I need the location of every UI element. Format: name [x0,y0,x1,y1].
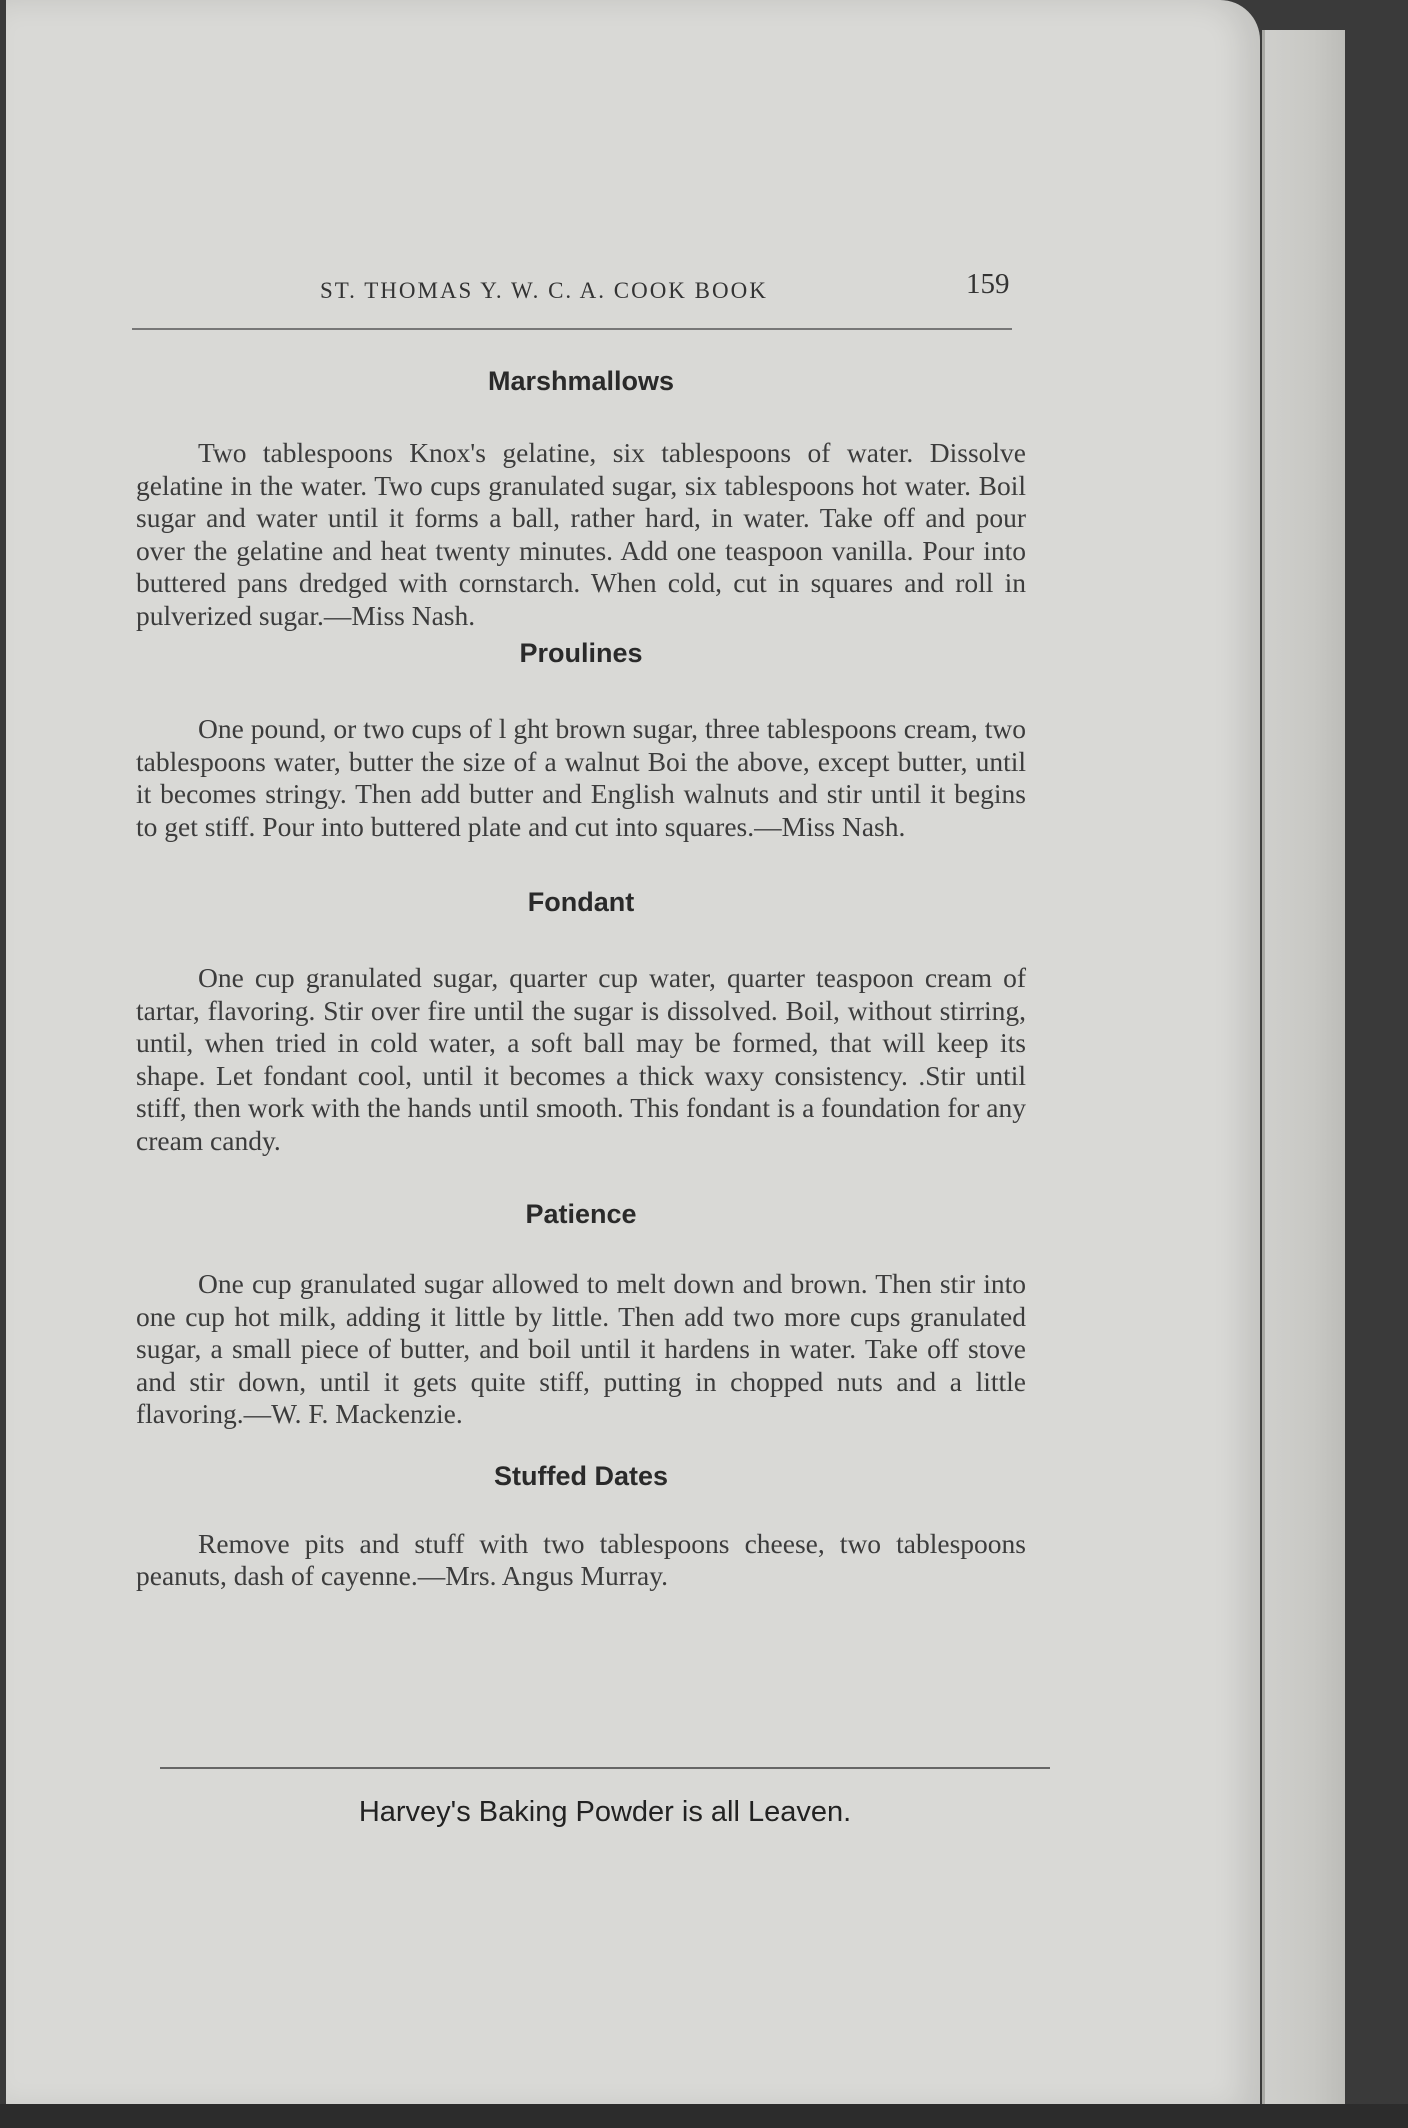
recipe-proulines [136,638,1026,843]
running-title: ST. THOMAS Y. W. C. A. COOK BOOK [320,278,768,303]
recipe-marshmallows [136,366,1026,632]
recipe-patience [136,1199,1026,1431]
recipe-title: Patience [525,1199,637,1229]
recipe-title: Marshmallows [487,366,675,396]
footer-advertisement: Harvey's Baking Powder is all Leaven. [358,1796,852,1828]
footer-rule [160,1767,1050,1769]
recipe-title: Fondant [527,887,635,917]
recipe-text: One cup granulated sugar, quarter cup water, quarter teaspoon cream of tartar, flavoring. Stir over fire until the sugar is dissolved. Boil, without stirring, until, when tried in cold water, a soft ball may be formed, that will keep its shape. Let fondant cool, until it becomes a thick waxy consistency. .Stir until stiff, then work with the hands until smooth. This fondant is a foundation for any cream candy. [136,962,1026,1156]
recipe-text: Remove pits and stuff with two tablespoons cheese, two tablespoons peanuts, dash of cayenne.—Mrs. Angus Murray. [136,1527,1026,1591]
header-rule [132,328,1012,330]
recipe-stuffed-dates [136,1461,1026,1593]
recipe-title: Stuffed Dates [493,1460,669,1491]
page-number: 159 [966,268,1010,300]
recipe-fondant [136,887,1026,1157]
recipe-title: Proulines [519,638,643,668]
recipe-text: Two tablespoons Knox's gelatine, six tablespoons of water. Dissolve gelatine in the water. Two cups granulated sugar, six tablespoons hot water. Boil sugar and water until it forms a ball, rather hard, in water. Take off and pour over the gelatine and heat twenty minutes. Add one teaspoon vanilla. Pour into buttered pans dredged with cornstarch. When cold, cut in squares and roll in pulverized sugar.—Miss Nash. [136,437,1026,631]
recipe-list [136,366,1026,1593]
recipe-text: One pound, or two cups of l ght brown sugar, three tablespoons cream, two tablespoons water, butter the size of a walnut Boi the above, except butter, until it becomes stringy. Then add butter and English walnuts and stir until it begins to get stiff. Pour into buttered plate and cut into squares.—Miss Nash. [136,713,1026,842]
recipe-text: One cup granulated sugar allowed to melt down and brown. Then stir into one cup hot milk, adding it little by little. Then add two more cups granulated sugar, a small piece of butter, and boil until it hardens in water. Take off stove and stir down, until it gets quite stiff, putting in chopped nuts and a little flavoring.—W. F. Mackenzie. [136,1268,1026,1429]
page-edge [1262,30,1345,2110]
scan-border [0,2104,1408,2128]
